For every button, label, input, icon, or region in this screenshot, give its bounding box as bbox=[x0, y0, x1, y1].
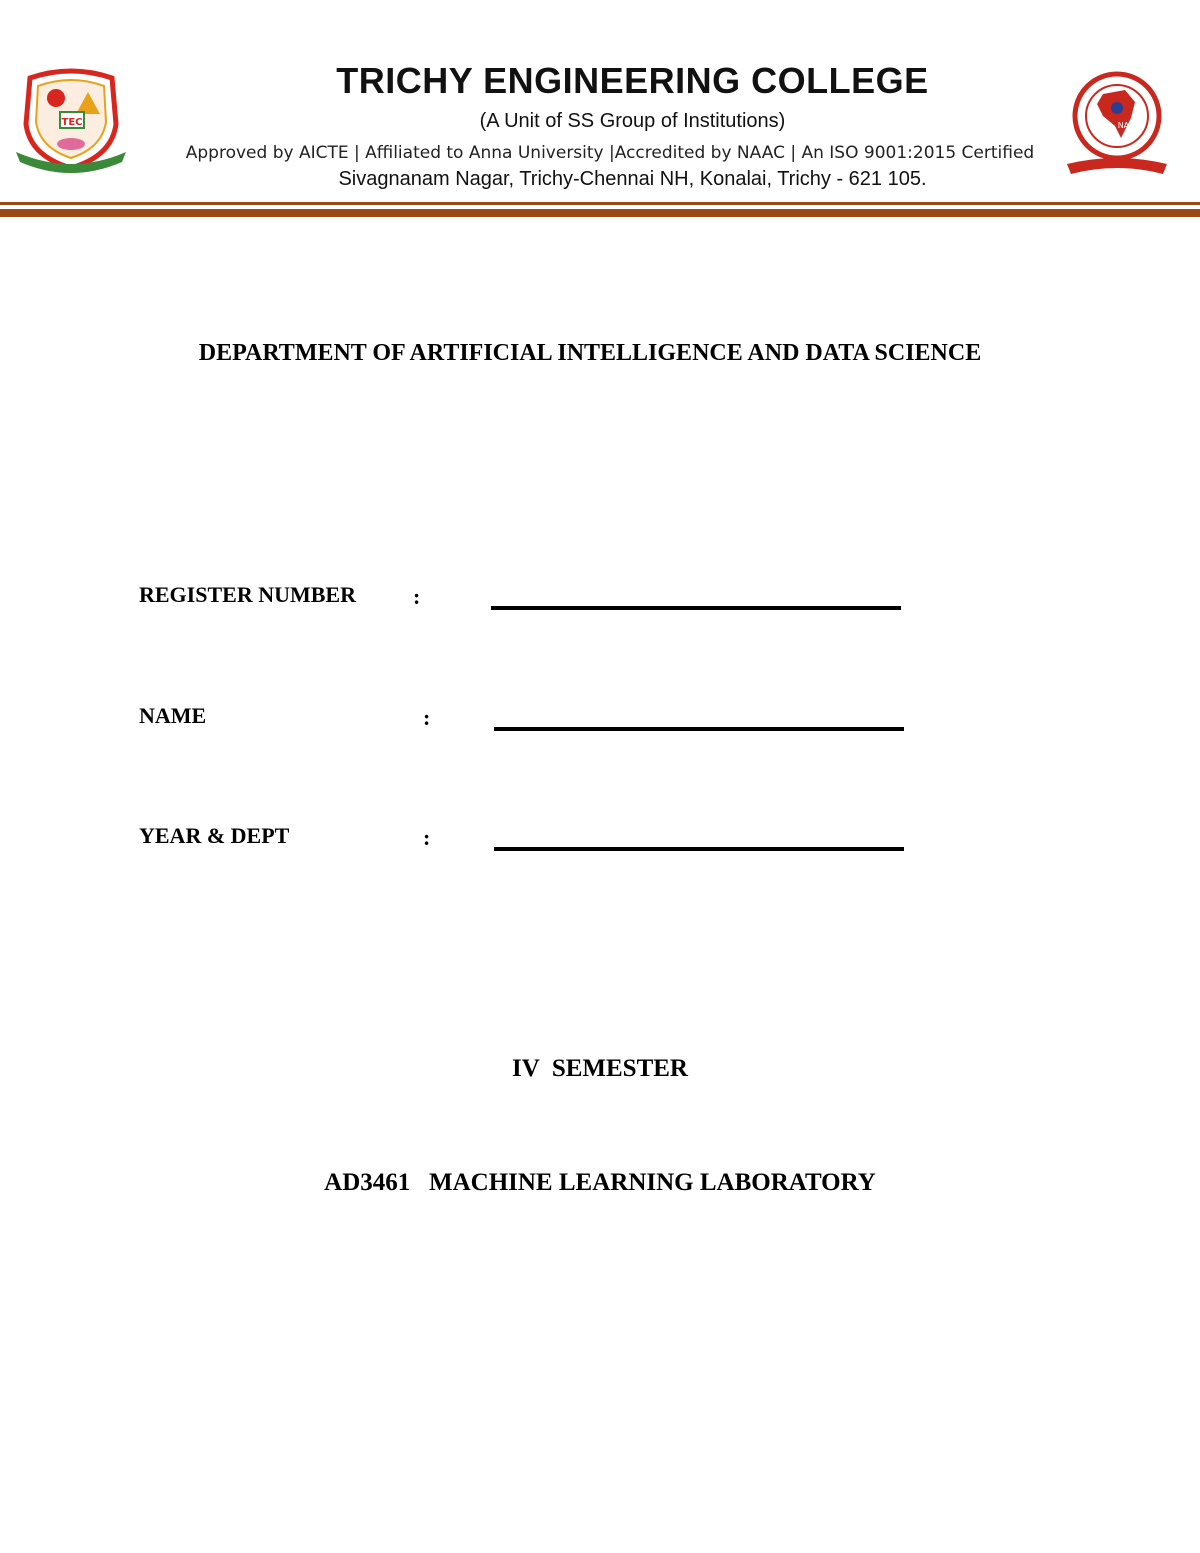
college-name: TRICHY ENGINEERING COLLEGE bbox=[336, 60, 929, 101]
naac-seal-logo bbox=[1063, 68, 1171, 180]
register-number-line bbox=[491, 606, 901, 610]
year-dept-colon: : bbox=[423, 825, 431, 850]
approval-line: Approved by AICTE | Affiliated to Anna University |Accredited by NAAC | An ISO 9001:2015 Certified bbox=[185, 143, 1035, 163]
year-dept-line bbox=[494, 847, 904, 851]
year-dept-row bbox=[139, 823, 939, 863]
register-number-row bbox=[139, 582, 939, 622]
course-title: AD3461 MACHINE LEARNING LABORATORY bbox=[324, 1169, 876, 1196]
year-dept-label: YEAR & DEPT bbox=[139, 823, 290, 848]
name-label: NAME bbox=[139, 703, 207, 728]
institution-unit: (A Unit of SS Group of Institutions) bbox=[479, 110, 786, 132]
register-number-colon: : bbox=[413, 584, 421, 609]
department-title: DEPARTMENT OF ARTIFICIAL INTELLIGENCE AND DATA SCIENCE bbox=[198, 340, 982, 366]
header-divider-thick bbox=[0, 209, 1200, 217]
college-crest-logo bbox=[16, 64, 126, 176]
seal-text: NAAC bbox=[1117, 121, 1141, 130]
name-colon: : bbox=[423, 705, 431, 730]
semester-title: IV SEMESTER bbox=[512, 1055, 688, 1082]
register-number-label: REGISTER NUMBER bbox=[139, 582, 356, 607]
college-address: Sivagnanam Nagar, Trichy-Chennai NH, Konalai, Trichy - 621 105. bbox=[338, 168, 927, 190]
crest-text: TEC bbox=[61, 117, 83, 128]
name-row bbox=[139, 703, 939, 743]
name-line bbox=[494, 727, 904, 731]
header-divider-thin bbox=[0, 202, 1200, 205]
